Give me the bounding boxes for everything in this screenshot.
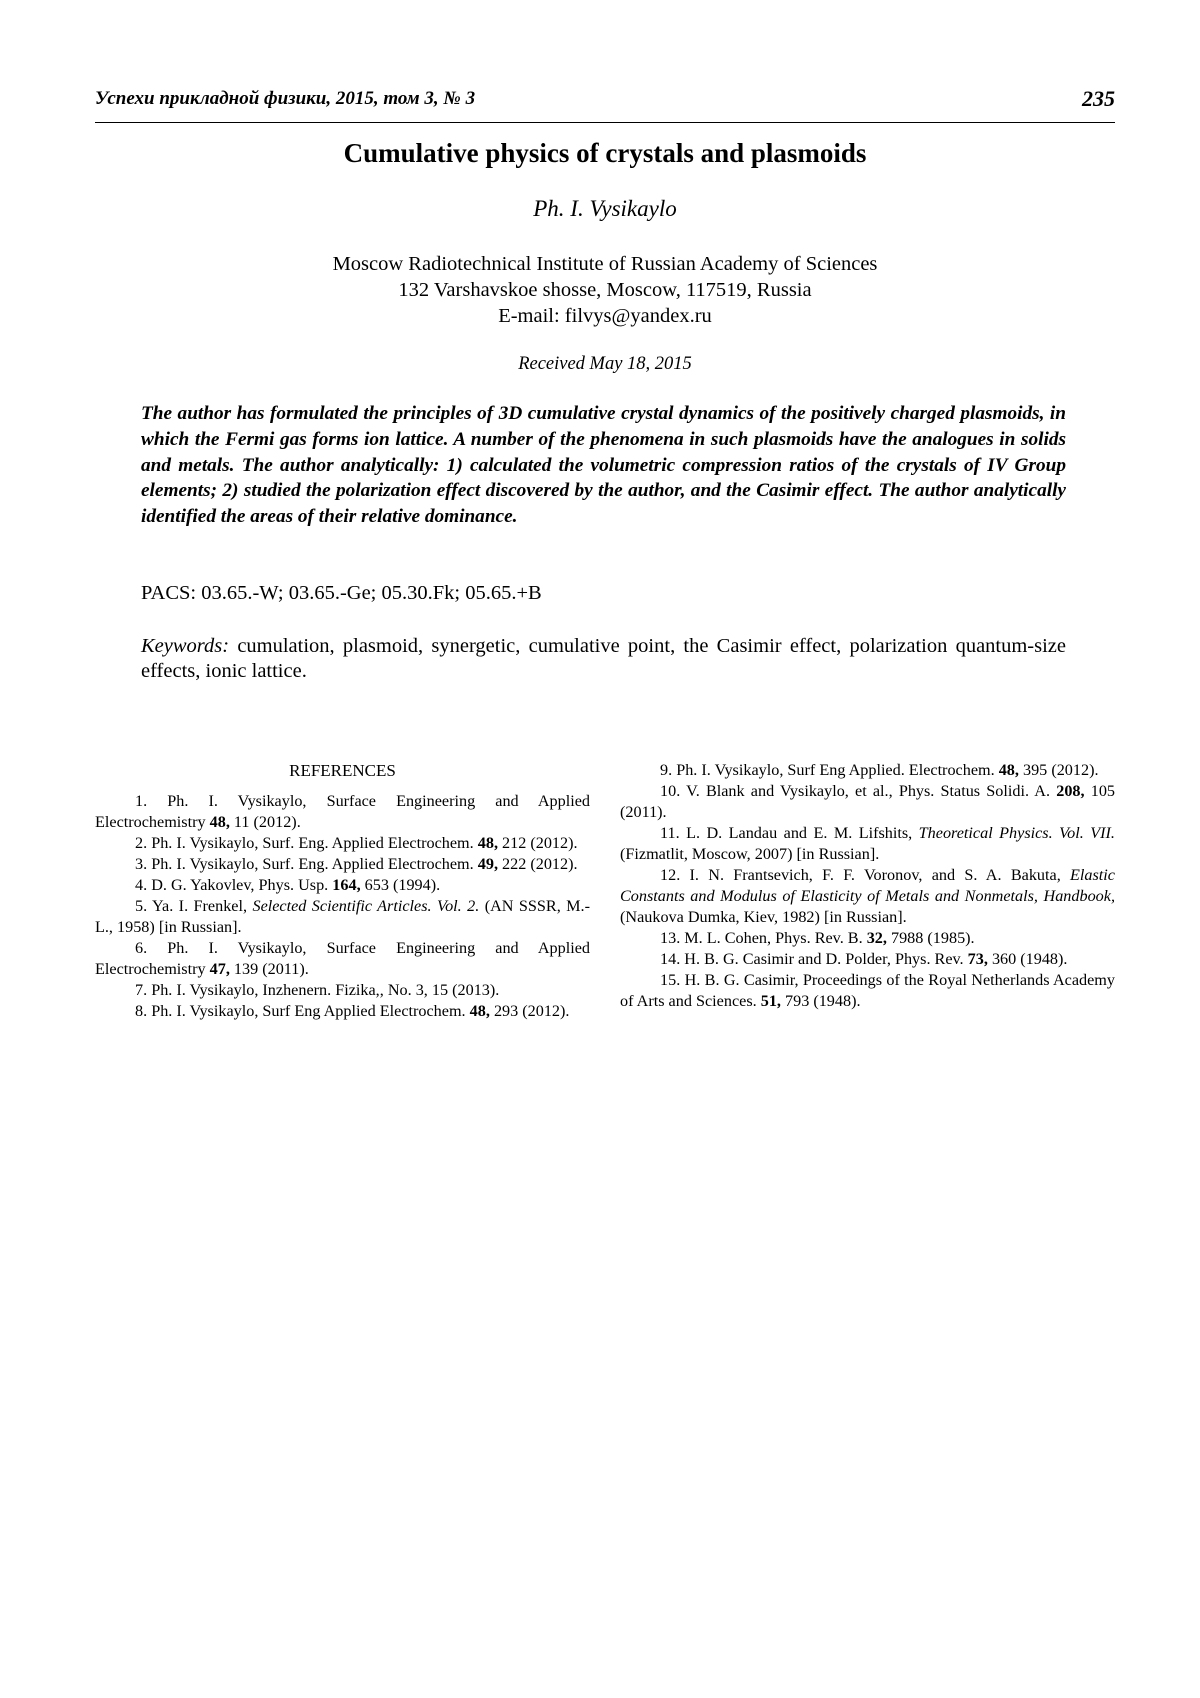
reference-tail: 105 (2011).: [620, 782, 1116, 821]
keywords: [141, 634, 1066, 684]
affiliation: [95, 251, 1115, 329]
reference-item: [620, 949, 1115, 970]
reference-vol: 73,: [967, 950, 988, 968]
affiliation-institute: Moscow Radiotechnical Institute of Russian Academy of Sciences: [332, 253, 878, 275]
affiliation-email: E-mail: filvys@yandex.ru: [498, 305, 712, 327]
reference-post: (Naukova Dumka, Kiev, 1982) [in Russian].: [620, 908, 907, 926]
reference-vol: 48,: [998, 761, 1019, 779]
header-rule: [95, 122, 1115, 123]
reference-item: [95, 791, 590, 833]
pacs-codes: PACS: 03.65.-W; 03.65.-Ge; 05.30.Fk; 05.65.+B: [141, 582, 542, 604]
references-column-left: [95, 760, 590, 1022]
reference-vol: 48,: [209, 813, 230, 831]
reference-pre: 4. D. G. Yakovlev, Phys. Usp.: [135, 876, 333, 894]
reference-pre: 15. H. B. G. Casimir, Proceedings of the Royal Netherlands Academy of Arts and Sciences.: [620, 971, 1115, 1010]
reference-pre: 6. Ph. I. Vysikaylo, Surface Engineering and Applied Electrochemistry: [95, 939, 590, 978]
reference-item: [95, 1001, 590, 1022]
reference-item: [620, 781, 1115, 823]
references-column-right: [620, 760, 1115, 1012]
received-date: Received May 18, 2015: [518, 354, 692, 374]
page-number: 235: [1082, 86, 1115, 111]
reference-item: [95, 875, 590, 896]
reference-vol: 164,: [332, 876, 361, 894]
reference-post: (Fizmatlit, Moscow, 2007) [in Russian].: [620, 845, 880, 863]
reference-item: [95, 896, 590, 938]
article-title: Cumulative physics of crystals and plasmoids: [343, 138, 867, 168]
abstract: The author has formulated the principles of 3D cumulative crystal dynamics of the positively charged plasmoids, in which the Fermi gas forms ion lattice. A number of the phenomena in such plasmoids have the analogues in solids and metals. The author analytically: 1) calculated the volumetric compression ratios of the crystals of IV Group elements; 2) studied the polarization effect discovered by the author, and the Casimir effect. The author analytically identified the areas of their relative dominance.: [141, 403, 1066, 528]
reference-vol: 49,: [477, 855, 498, 873]
reference-tail: 360 (1948).: [987, 950, 1068, 968]
article-author: Ph. I. Vysikaylo: [533, 196, 677, 221]
reference-pre: 8. Ph. I. Vysikaylo, Surf Eng Applied Electrochem.: [135, 1002, 470, 1020]
reference-item: [620, 823, 1115, 865]
reference-item: [95, 980, 590, 1001]
reference-vol: 51,: [760, 992, 781, 1010]
keywords-label: Keywords:: [141, 635, 230, 657]
reference-item: [620, 970, 1115, 1012]
reference-item: [620, 760, 1115, 781]
reference-tail: 653 (1994).: [360, 876, 441, 894]
reference-pre: 12. I. N. Frantsevich, F. F. Voronov, and S. A. Bakuta,: [660, 866, 1071, 884]
reference-tail: 212 (2012).: [497, 834, 578, 852]
reference-tail: 293 (2012).: [489, 1002, 570, 1020]
reference-vol: 48,: [477, 834, 498, 852]
reference-tail: 222 (2012).: [497, 855, 578, 873]
reference-vol: 47,: [209, 960, 230, 978]
reference-pre: 7. Ph. I. Vysikaylo, Inzhenern. Fizika,, No. 3, 15 (2013).: [135, 981, 500, 999]
reference-italic: Selected Scientific Articles. Vol. 2.: [252, 897, 480, 915]
reference-item: [620, 928, 1115, 949]
reference-pre: 11. L. D. Landau and E. M. Lifshits,: [660, 824, 919, 842]
reference-tail: 793 (1948).: [780, 992, 861, 1010]
reference-italic: Theoretical Physics. Vol. VII.: [918, 824, 1115, 842]
reference-tail: 11 (2012).: [229, 813, 301, 831]
reference-pre: 1. Ph. I. Vysikaylo, Surface Engineering and Applied Electrochemistry: [95, 792, 590, 831]
reference-pre: 10. V. Blank and Vysikaylo, et al., Phys. Status Solidi. A.: [660, 782, 1057, 800]
reference-pre: 14. H. B. G. Casimir and D. Polder, Phys. Rev.: [660, 950, 968, 968]
reference-vol: 208,: [1056, 782, 1085, 800]
reference-vol: 48,: [469, 1002, 490, 1020]
reference-pre: 3. Ph. I. Vysikaylo, Surf. Eng. Applied Electrochem.: [135, 855, 478, 873]
reference-tail: 395 (2012).: [1018, 761, 1099, 779]
reference-tail: 139 (2011).: [229, 960, 309, 978]
reference-pre: 5. Ya. I. Frenkel,: [135, 897, 253, 915]
reference-item: [95, 854, 590, 875]
reference-post: (AN SSSR, M.-L., 1958) [in Russian].: [95, 897, 590, 936]
reference-italic: Elastic Constants and Modulus of Elasticity of Metals and Nonmetals, Handbook,: [620, 866, 1115, 905]
keywords-text: cumulation, plasmoid, synergetic, cumulative point, the Casimir effect, polarization quantum-size effects, ionic lattice.: [141, 635, 1067, 682]
reference-item: [95, 833, 590, 854]
affiliation-address: 132 Varshavskoe shosse, Moscow, 117519, Russia: [398, 279, 812, 301]
running-head-journal: Успехи прикладной физики, 2015, том 3, № 3: [95, 88, 476, 109]
reference-tail: 7988 (1985).: [886, 929, 975, 947]
reference-item: [95, 938, 590, 980]
reference-pre: 2. Ph. I. Vysikaylo, Surf. Eng. Applied Electrochem.: [135, 834, 478, 852]
references-heading: REFERENCES: [289, 761, 396, 780]
reference-pre: 13. M. L. Cohen, Phys. Rev. B.: [660, 929, 867, 947]
reference-pre: 9. Ph. I. Vysikaylo, Surf Eng Applied. Electrochem.: [660, 761, 999, 779]
reference-vol: 32,: [866, 929, 887, 947]
reference-item: [620, 865, 1115, 928]
